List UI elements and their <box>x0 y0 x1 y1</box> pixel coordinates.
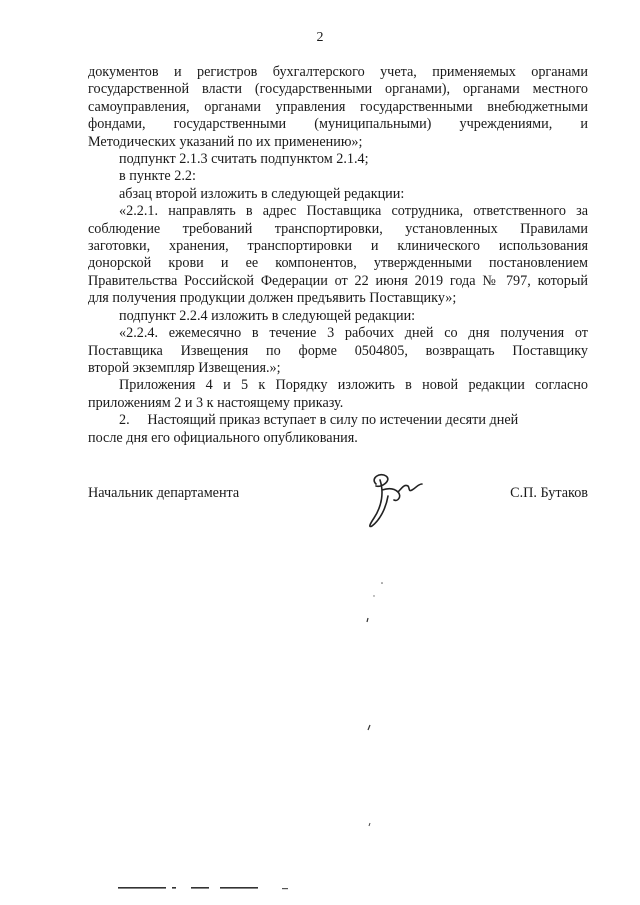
text-line: подпункт 2.1.3 считать подпунктом 2.1.4; <box>119 151 369 168</box>
text-line: государственной власти (государственными органами), органами местного <box>88 81 588 98</box>
paragraph-second-abzac <box>88 186 588 203</box>
page-number: 2 <box>316 30 324 45</box>
text-line: подпункт 2.2.4 изложить в следующей редакции: <box>119 307 416 324</box>
text-line: Методических указаний по их применению»; <box>88 133 363 150</box>
paragraph-clause-22 <box>88 168 588 185</box>
signatory-name: С.П. Бутаков <box>510 485 588 501</box>
text-line: в пункте 2.2: <box>119 168 196 185</box>
text-line: 2. Настоящий приказ вступает в силу по истечении десяти дней <box>119 412 519 429</box>
document-body <box>88 64 588 447</box>
text-line: соблюдение требований транспортировки, установленных Правилами <box>88 220 588 237</box>
text-line: документов и регистров бухгалтерского учета, применяемых органами <box>88 64 588 80</box>
text-line: Поставщика Извещения по форме 0504805, возвращать Поставщику <box>88 342 588 359</box>
text-line: Правительства Российской Федерации от 22 июня 2019 года № 797, который <box>88 272 588 289</box>
text-line: для получения продукции должен предъявить Поставщику»; <box>88 290 457 307</box>
text-line: после дня его официального опубликования. <box>88 429 358 446</box>
text-line: заготовки, хранения, транспортировки и клинического использования <box>88 238 588 255</box>
text-line: донорской крови и ее компонентов, утвержденными постановлением <box>88 255 588 272</box>
text-line: абзац второй изложить в следующей редакции: <box>119 185 405 202</box>
text-line: Приложения 4 и 5 к Порядку изложить в новой редакции согласно <box>119 377 588 394</box>
paragraph-accounting-docs <box>88 64 588 151</box>
handwritten-signature-icon <box>358 462 428 532</box>
text-line: «2.2.1. направлять в адрес Поставщика сотрудника, ответственного за <box>119 203 588 220</box>
paragraph-224 <box>88 325 588 377</box>
text-line: самоуправления, органами управления государственными внебюджетными <box>88 98 588 115</box>
paragraph-subclause-224 <box>88 308 588 325</box>
paragraph-item-2 <box>88 412 588 447</box>
text-line: фондами, государственными (муниципальными) учреждениями, и <box>88 116 588 133</box>
paragraph-221 <box>88 203 588 307</box>
text-line: «2.2.4. ежемесячно в течение 3 рабочих дней со дня получения от <box>119 325 588 342</box>
signature-block <box>88 485 588 507</box>
text-line: приложениям 2 и 3 к настоящему приказу. <box>88 394 344 411</box>
text-line: второй экземпляр Извещения.»; <box>88 359 281 376</box>
signatory-title: Начальник департамента <box>88 485 240 501</box>
paragraph-subclause-213 <box>88 151 588 168</box>
paragraph-appendices <box>88 377 588 412</box>
